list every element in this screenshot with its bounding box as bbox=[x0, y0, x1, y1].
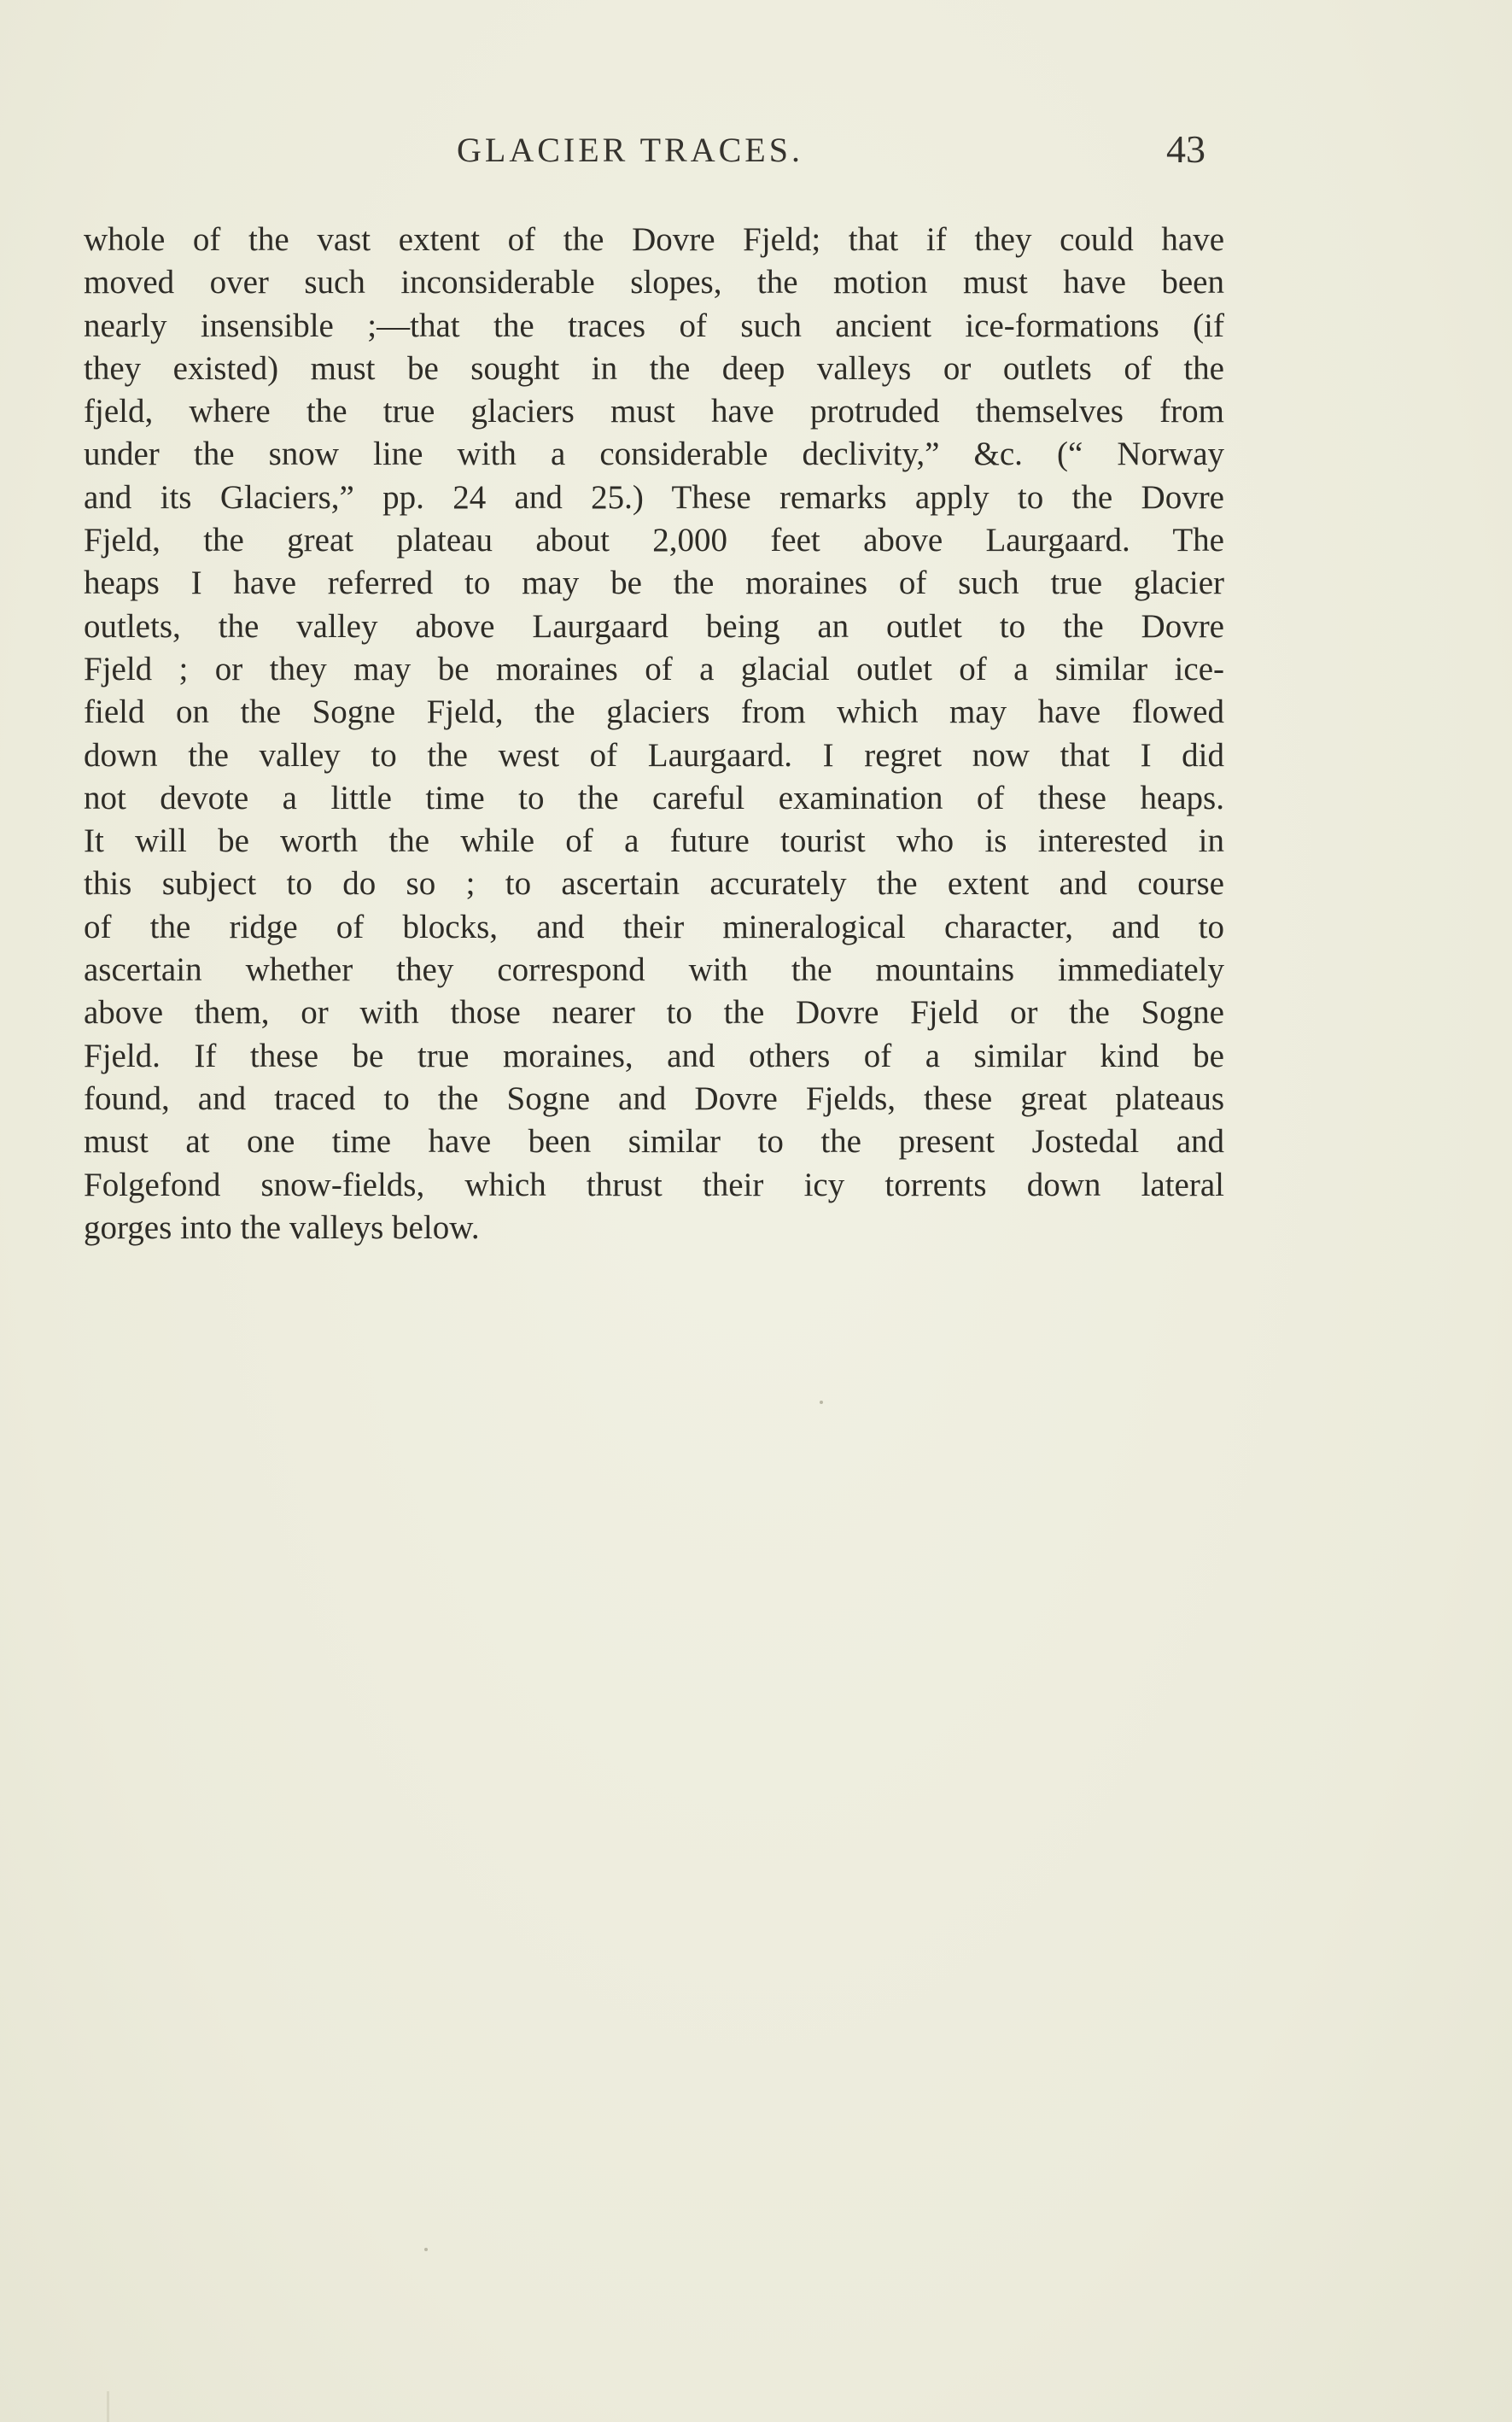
text-line: above them, or with those nearer to the Dovre Fjeld or the Sogne bbox=[84, 994, 1224, 1032]
body-paragraph bbox=[84, 219, 1224, 1249]
text-line: moved over such inconsiderable slopes, the motion must have been bbox=[84, 264, 1224, 301]
text-line: ascertain whether they correspond with the mountains immediately bbox=[84, 951, 1224, 989]
text-line: under the snow line with a considerable declivity,” &c. (“ Norway bbox=[84, 436, 1224, 473]
text-line: heaps I have referred to may be the moraines of such true glacier bbox=[84, 565, 1224, 602]
text-line: this subject to do so ; to ascertain accurately the extent and course bbox=[84, 865, 1224, 903]
page-number: 43 bbox=[1166, 127, 1206, 171]
text-line: Fjeld. If these be true moraines, and others of a similar kind be bbox=[84, 1037, 1224, 1074]
paper-edge-mark bbox=[107, 2391, 109, 2422]
text-line: whole of the vast extent of the Dovre Fjeld; that if they could have bbox=[84, 221, 1224, 258]
text-line: down the valley to the west of Laurgaard. I regret now that I did bbox=[84, 736, 1224, 774]
text-line: nearly insensible ;—that the traces of such ancient ice-formations (if bbox=[84, 307, 1224, 344]
text-line: and its Glaciers,” pp. 24 and 25.) These remarks apply to the Dovre bbox=[84, 478, 1224, 516]
running-title: GLACIER TRACES. bbox=[457, 131, 803, 169]
text-line: not devote a little time to the careful examination of these heaps. bbox=[84, 779, 1224, 816]
text-line: gorges into the valleys below. bbox=[84, 1208, 480, 1246]
text-line: found, and traced to the Sogne and Dovre Fjelds, these great plateaus bbox=[84, 1079, 1224, 1117]
text-line: fjeld, where the true glaciers must have protruded themselves from bbox=[84, 393, 1224, 430]
text-line: of the ridge of blocks, and their mineralogical character, and to bbox=[84, 908, 1224, 945]
text-line: field on the Sogne Fjeld, the glaciers from which may have flowed bbox=[84, 693, 1224, 731]
text-line: they existed) must be sought in the deep valleys or outlets of the bbox=[84, 349, 1224, 387]
text-line: It will be worth the while of a future tourist who is interested in bbox=[84, 822, 1224, 860]
paper-speck bbox=[424, 2248, 428, 2251]
text-line: must at one time have been similar to the present Jostedal and bbox=[84, 1123, 1224, 1161]
text-line: Fjeld ; or they may be moraines of a glacial outlet of a similar ice- bbox=[84, 650, 1224, 687]
text-line: outlets, the valley above Laurgaard being an outlet to the Dovre bbox=[84, 607, 1224, 645]
text-line: Folgefond snow-fields, which thrust their icy torrents down lateral bbox=[84, 1166, 1224, 1203]
text-line: Fjeld, the great plateau about 2,000 feet above Laurgaard. The bbox=[84, 522, 1224, 559]
running-head bbox=[0, 120, 1512, 171]
paper-speck bbox=[820, 1401, 823, 1404]
